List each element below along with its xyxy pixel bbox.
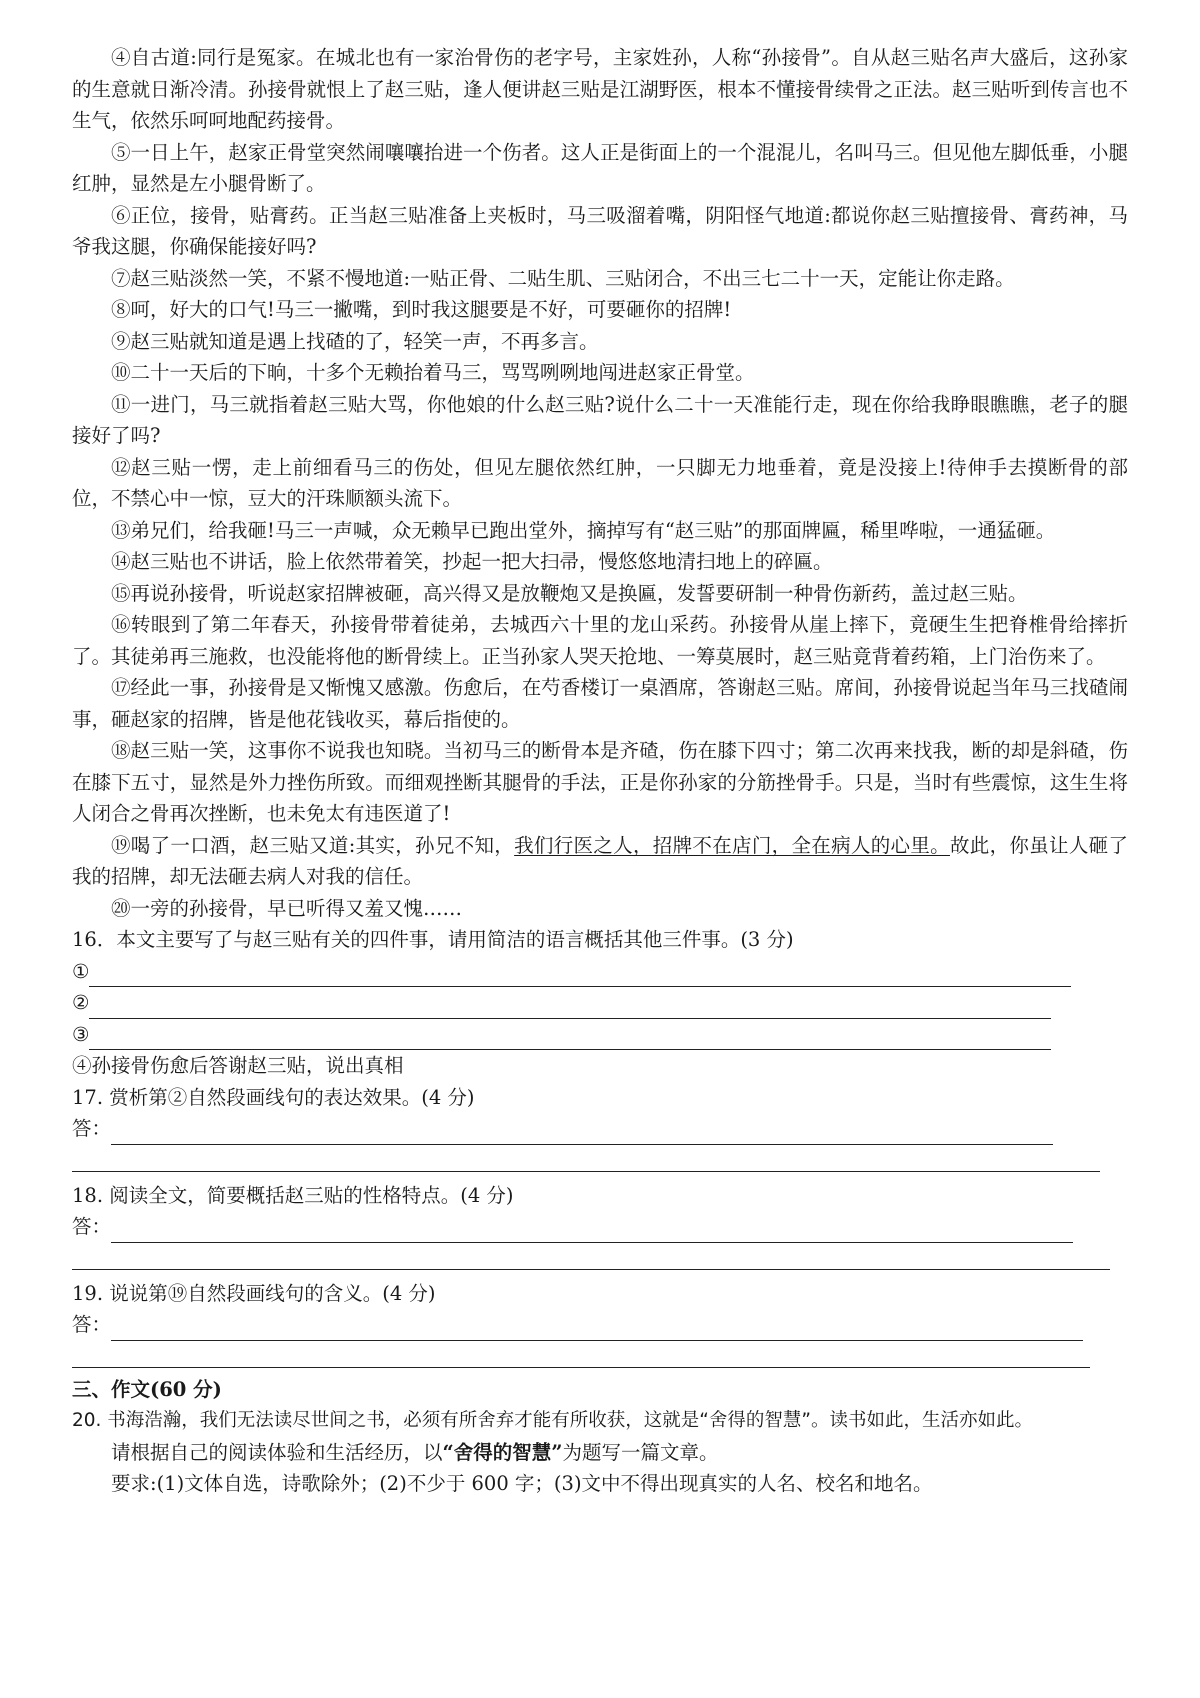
answer-rule-extra[interactable]	[72, 1243, 1110, 1270]
paragraph-5: ⑤一日上午，赵家正骨堂突然闹嚷嚷抬进一个伤者。这人正是街面上的一个混混儿，名叫马三。但见他左脚低垂，小腿红肿，显然是左小腿骨断了。	[72, 140, 1128, 195]
answer-rule-extra[interactable]	[72, 1145, 1100, 1172]
essay-requirements: 要求:(1)文体自选，诗歌除外；(2)不少于 600 字；(3)文中不得出现真实的人名、校名和地名。	[111, 1472, 933, 1495]
paragraph-7: ⑦赵三贴淡然一笑，不紧不慢地道:一贴正骨、二贴生肌、三贴闭合，不出三七二十一天，定能让你走路。	[111, 266, 1015, 290]
paragraph-8: ⑧呵，好大的口气!马三一撇嘴，到时我这腿要是不好，可要砸你的招牌!	[111, 298, 732, 321]
answer-rule-3[interactable]	[89, 1027, 1051, 1050]
instruction-lead: 请根据自己的阅读体验和生活经历，以	[111, 1440, 443, 1464]
underlined-sentence: 我们行医之人，招牌不在店门，全在病人的心里。	[514, 833, 950, 857]
answer-line-2[interactable]	[72, 987, 1128, 1019]
paragraph-4: ④自古道:同行是冤家。在城北也有一家治骨伤的老字号，主家姓孙，人称“孙接骨”。自从赵三贴名声大盛后，这孙家的生意就日渐冷清。孙接骨就恨上了赵三贴，逢人便讲赵三贴是江湖野医，根本不懂接骨续骨之正法。赵三贴听到传言也不生气，依然乐呵呵地配药接骨。	[72, 46, 1128, 132]
question-18-answer-row[interactable]	[72, 1211, 1128, 1243]
question-19	[72, 1278, 1128, 1368]
answer-rule-2[interactable]	[89, 996, 1051, 1019]
question-18-prompt: 18. 阅读全文，简要概括赵三贴的性格特点。(4 分)	[72, 1183, 514, 1207]
paragraph-20: ⑳一旁的孙接骨，早已听得又羞又愧……	[111, 896, 463, 920]
answer-label: 答：	[72, 1215, 112, 1238]
paragraph-13: ⑬弟兄们，给我砸!马三一声喊，众无赖早已跑出堂外，摘掉写有“赵三贴”的那面牌匾，稀里哗啦，一通猛砸。	[111, 518, 1056, 542]
paragraph-14: ⑭赵三贴也不讲话，脸上依然带着笑，抄起一把大扫帚，慢悠悠地清扫地上的碎匾。	[111, 550, 833, 573]
blank-marker-1: ①	[72, 959, 90, 983]
essay-prompt: 20. 书海浩瀚，我们无法读尽世间之书，必须有所舍弃才能有所收获，这就是“舍得的智慧”。读书如此，生活亦如此。	[72, 1410, 1033, 1431]
question-19-prompt: 19. 说说第⑲自然段画线句的含义。(4 分)	[72, 1281, 436, 1305]
question-19-answer-row[interactable]	[72, 1309, 1128, 1341]
paragraph-19-tail: 故此，你虽让人砸了我的招牌，却无法砸去病人对我的信任。	[72, 833, 1128, 888]
paragraph-16: ⑯转眼到了第二年春天，孙接骨带着徒弟，去城西六十里的龙山采药。孙接骨从崖上摔下，竟硬生生把脊椎骨给摔折了。其徒弟再三施救，也没能将他的断骨续上。正当孙家人哭天抢地、一筹莫展时，赵三贴竟背着药箱，上门治伤来了。	[72, 613, 1128, 668]
blank-marker-3: ③	[72, 1022, 90, 1046]
answer-rule[interactable]	[111, 1318, 1083, 1341]
answer-rule[interactable]	[111, 1122, 1053, 1145]
paragraph-15: ⑮再说孙接骨，听说赵家招牌被砸，高兴得又是放鞭炮又是换匾，发誓要研制一种骨伤新药，盖过赵三贴。	[111, 581, 1028, 605]
story-text	[72, 42, 1128, 924]
question-17-prompt: 17. 赏析第②自然段画线句的表达效果。(4 分)	[72, 1085, 475, 1109]
blank-marker-2: ②	[72, 991, 90, 1014]
paragraph-19-lead: ⑲喝了一口酒，赵三贴又道:其实，孙兄不知，	[111, 833, 515, 857]
answer-rule[interactable]	[111, 1220, 1073, 1243]
paragraph-18: ⑱赵三贴一笑，这事你不说我也知晓。当初马三的断骨本是齐碴，伤在膝下四寸；第二次再来找我，断的却是斜碴，伤在膝下五寸，显然是外力挫伤所致。而细观挫断其腿骨的手法，正是你孙家的分筋挫骨手。只是，当时有些震惊，这生生将人闭合之骨再次挫断，也未免太有违医道了!	[72, 739, 1128, 825]
answer-line-1[interactable]	[72, 956, 1128, 988]
question-16-prompt: 16．本文主要写了与赵三贴有关的四件事，请用简洁的语言概括其他三件事。(3 分)	[72, 928, 794, 951]
instruction-tail: 为题写一篇文章。	[562, 1440, 719, 1464]
paragraph-9: ⑨赵三贴就知道是遇上找碴的了，轻笑一声，不再多言。	[111, 329, 599, 353]
paragraph-12: ⑫赵三贴一愣，走上前细看马三的伤处，但见左腿依然红肿，一只脚无力地垂着，竟是没接上!待伸手去摸断骨的部位，不禁心中一惊，豆大的汗珠顺额头流下。	[72, 455, 1128, 510]
paragraph-10: ⑩二十一天后的下晌，十多个无赖抬着马三，骂骂咧咧地闯进赵家正骨堂。	[111, 361, 755, 384]
essay-section-title: 三、作文(60 分)	[72, 1377, 222, 1401]
answer-rule-1[interactable]	[89, 964, 1071, 987]
essay-title: “舍得的智慧”	[442, 1440, 563, 1464]
answer-line-3[interactable]	[72, 1019, 1128, 1051]
paragraph-17: ⑰经此一事，孙接骨是又惭愧又感激。伤愈后，在芍香楼订一桌酒席，答谢赵三贴。席间，孙接骨说起当年马三找碴闹事，砸赵家的招牌，皆是他花钱收买，幕后指使的。	[72, 676, 1128, 731]
essay-instruction	[72, 1437, 1128, 1469]
answer-rule-extra[interactable]	[72, 1341, 1090, 1368]
question-18	[72, 1180, 1128, 1270]
answer-label: 答：	[72, 1313, 112, 1336]
paragraph-6: ⑥正位，接骨，贴膏药。正当赵三贴准备上夹板时，马三吸溜着嘴，阴阳怪气地道:都说你赵三贴擅接骨、膏药神，马爷我这腿，你确保能接好吗?	[72, 203, 1128, 258]
question-17-answer-row[interactable]	[72, 1113, 1128, 1145]
question-16	[72, 924, 1128, 1082]
question-16-given-item: ④孙接骨伤愈后答谢赵三贴，说出真相	[72, 1054, 404, 1077]
answer-label: 答：	[72, 1117, 112, 1140]
paragraph-11: ⑪一进门，马三就指着赵三贴大骂，你他娘的什么赵三贴?说什么二十一天准能行走，现在你给我睁眼瞧瞧，老子的腿接好了吗?	[72, 392, 1128, 447]
essay-section	[72, 1374, 1128, 1500]
question-17	[72, 1082, 1128, 1172]
paragraph-19	[72, 830, 1128, 893]
